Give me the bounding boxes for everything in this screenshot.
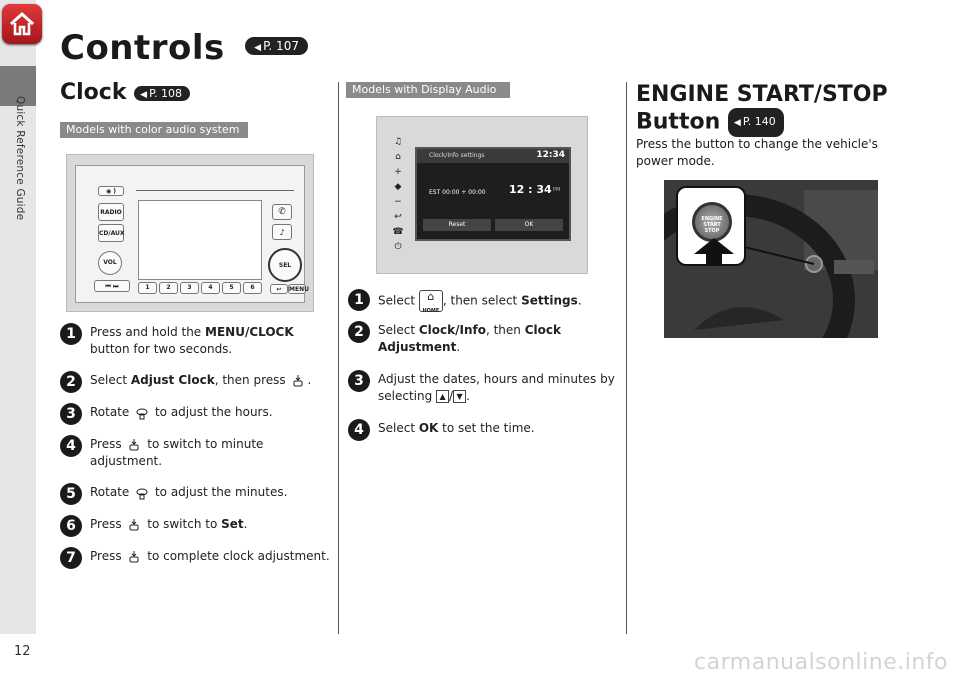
step-text — [90, 404, 330, 421]
cd-aux-button[interactable]: CD/AUX — [98, 224, 124, 242]
display-audio-figure — [376, 116, 588, 274]
clock-step-5 — [60, 484, 330, 501]
step-text — [90, 436, 330, 470]
clock-model-tag: Models with color audio system — [60, 122, 248, 138]
step-text-bold: MENU/CLOCK — [205, 325, 294, 339]
step-text-part: . — [456, 340, 461, 354]
home-icon[interactable]: ⌂ — [395, 152, 401, 162]
step-text: Adjust the dates, hours and minutes by selecting ▲ / ▼ . — [378, 372, 615, 403]
back-icon[interactable]: ↩ — [394, 212, 402, 222]
step-text-part: Select — [378, 293, 416, 308]
step-text-bold: Adjust Clock — [130, 373, 215, 387]
preset-button[interactable]: 4 — [201, 282, 220, 294]
volume-knob[interactable]: VOL — [98, 251, 122, 275]
step-number-4: 4 — [60, 435, 82, 457]
ok-button[interactable]: OK — [495, 219, 563, 231]
audio-icon[interactable]: ♫ — [393, 137, 403, 147]
audio-panel — [75, 165, 309, 303]
preset-buttons — [138, 282, 262, 294]
step-text — [378, 322, 618, 356]
column-divider — [626, 82, 627, 634]
press-knob-icon — [127, 518, 141, 532]
da-step-4 — [348, 420, 618, 437]
home-icon: ⌂ HOME — [419, 290, 443, 312]
engine-ref-link[interactable]: ◀ P. 140 — [728, 108, 784, 137]
step-text-part: Adjust the dates, hours and minutes by selecting — [378, 372, 615, 403]
step-text-bold: Set — [221, 517, 244, 531]
home-icon-label: HOME — [422, 308, 440, 314]
step-text-part: Press — [90, 517, 122, 531]
step-number-7: 7 — [60, 547, 82, 569]
step-number-1: 1 — [60, 323, 82, 345]
preset-button[interactable]: 3 — [180, 282, 199, 294]
step-text-bold: Clock/Info — [418, 323, 486, 337]
press-arrow-icon — [694, 238, 734, 264]
step-text — [90, 548, 335, 565]
display-audio-model-tag: Models with Display Audio — [346, 82, 510, 98]
phone-button[interactable]: ✆ — [272, 204, 292, 220]
step-text — [378, 290, 618, 312]
clock-step-4 — [60, 436, 330, 470]
step-text-part: Press and hold the — [90, 325, 206, 339]
seek-buttons[interactable]: ⏮ ⏭ — [94, 280, 130, 292]
step-text-part: to switch to minute adjustment. — [90, 437, 264, 468]
column-divider — [338, 82, 339, 634]
step-text-bold: Settings — [521, 293, 578, 308]
page-title-ref-text: P. 107 — [263, 38, 299, 53]
step-text-part: to switch to — [147, 517, 222, 531]
step-text-part: to complete clock adjustment. — [147, 549, 330, 563]
step-text — [90, 324, 330, 358]
step-number-4: 4 — [348, 419, 370, 441]
button-callout — [676, 186, 746, 266]
clock-section-title — [60, 80, 190, 105]
engine-ref-text: P. 140 — [742, 115, 776, 128]
panel-top-line — [136, 190, 294, 191]
display-audio-side-buttons — [387, 135, 409, 255]
da-step-3 — [348, 371, 618, 405]
press-knob-icon — [291, 374, 305, 388]
step-text — [90, 484, 330, 501]
page-number: 12 — [14, 644, 31, 659]
reset-button[interactable]: Reset — [423, 219, 491, 231]
step-text-part: , then — [485, 323, 525, 337]
audio-panel-figure — [66, 154, 314, 312]
step-text-part: . — [577, 293, 582, 308]
step-text-part: Press — [90, 549, 122, 563]
clock-ref-text: P. 108 — [149, 86, 182, 100]
step-text-part: . — [466, 389, 470, 403]
da-step-1 — [348, 290, 618, 312]
da-step-2 — [348, 322, 618, 356]
audio-display — [138, 200, 262, 280]
power-icon[interactable]: ⏻ — [394, 242, 402, 252]
ampm-label[interactable]: PM — [553, 187, 561, 193]
power-button[interactable]: ◉ ) — [98, 186, 124, 196]
step-text-part: . — [307, 373, 312, 387]
timezone-offset: EST 00:00 + 00:00 — [429, 189, 486, 196]
press-knob-icon — [127, 438, 141, 452]
rotate-knob-icon — [135, 406, 149, 420]
phone-icon[interactable]: ☎ — [392, 227, 404, 237]
preset-button[interactable]: 1 — [138, 282, 157, 294]
step-number-1: 1 — [348, 289, 370, 311]
step-number-3: 3 — [348, 370, 370, 392]
clock-step-7 — [60, 548, 335, 565]
engine-title-line1: ENGINE START/STOP — [636, 82, 888, 107]
clock-step-6 — [60, 516, 330, 533]
clock-step-3 — [60, 404, 330, 421]
step-text-bold: Clock Adjustment — [378, 323, 561, 354]
clock-step-1 — [60, 324, 330, 358]
select-knob[interactable]: SEL — [268, 248, 302, 282]
sidebar-section-label[interactable] — [10, 96, 26, 256]
volume-up-icon[interactable]: + — [394, 167, 402, 177]
preset-button[interactable]: 6 — [243, 282, 262, 294]
screen-header-text: Clock/Info settings — [429, 152, 485, 159]
clock-step-2 — [60, 372, 330, 389]
step-text-part: . — [243, 517, 248, 531]
screen-time: 12:34 — [536, 150, 565, 160]
engine-description: Press the button to change the vehicle's power mode. — [636, 137, 878, 168]
engine-start-stop-button[interactable]: ENGINE START STOP — [692, 202, 732, 242]
press-knob-icon — [127, 550, 141, 564]
step-text-bold: OK — [418, 421, 439, 435]
home-icon — [8, 10, 36, 38]
display-audio-screen — [415, 147, 571, 241]
step-text — [378, 420, 618, 437]
clock-ref-link[interactable]: ◀ P. 108 — [134, 86, 190, 101]
volume-icon[interactable]: ◆ — [394, 182, 402, 192]
engine-title-line2: Button — [636, 109, 721, 135]
phone-hangup-button[interactable]: ♪ — [272, 224, 292, 240]
page-title-ref-link[interactable]: ◀ P. 107 — [245, 37, 308, 55]
step-text-part: , then press — [214, 373, 286, 387]
step-number-2: 2 — [348, 321, 370, 343]
step-text-part: Select — [90, 373, 131, 387]
preset-button[interactable]: 2 — [159, 282, 178, 294]
watermark: carmanualsonline.info — [694, 650, 948, 675]
step-text-part: to adjust the hours. — [154, 405, 273, 419]
step-text-part: to adjust the minutes. — [154, 485, 288, 499]
screen-header — [417, 149, 569, 163]
dashboard-photo — [664, 180, 878, 338]
clock-value[interactable]: 12 : 34 — [509, 183, 552, 196]
step-text-part: button for two seconds. — [90, 342, 233, 356]
step-text-part: Select — [378, 421, 419, 435]
step-number-6: 6 — [60, 515, 82, 537]
step-text-part: Rotate — [90, 485, 130, 499]
step-number-3: 3 — [60, 403, 82, 425]
back-button[interactable]: ↩ — [270, 284, 288, 294]
sidebar-label-text: Quick Reference Guide — [14, 96, 26, 221]
step-text-part: Press — [90, 437, 122, 451]
engine-section-title — [636, 82, 888, 137]
menu-clock-button[interactable]: MENU — [289, 286, 309, 293]
step-text — [90, 516, 330, 533]
down-arrow-icon: ▼ — [453, 390, 466, 403]
clock-title-text: Clock — [60, 80, 127, 105]
radio-button[interactable]: RADIO — [98, 203, 124, 221]
step-text-part: Select — [378, 323, 419, 337]
page-title — [60, 28, 308, 68]
step-text-part: to set the time. — [438, 421, 535, 435]
step-text-part: , then select — [442, 293, 522, 308]
step-number-5: 5 — [60, 483, 82, 505]
step-number-2: 2 — [60, 371, 82, 393]
up-arrow-icon: ▲ — [436, 390, 449, 403]
home-button[interactable] — [2, 4, 42, 44]
step-text-part: Rotate — [90, 405, 130, 419]
page-title-text: Controls — [60, 28, 225, 68]
preset-button[interactable]: 5 — [222, 282, 241, 294]
step-text — [90, 372, 330, 389]
volume-down-icon[interactable]: − — [394, 197, 402, 207]
rotate-knob-icon — [135, 486, 149, 500]
